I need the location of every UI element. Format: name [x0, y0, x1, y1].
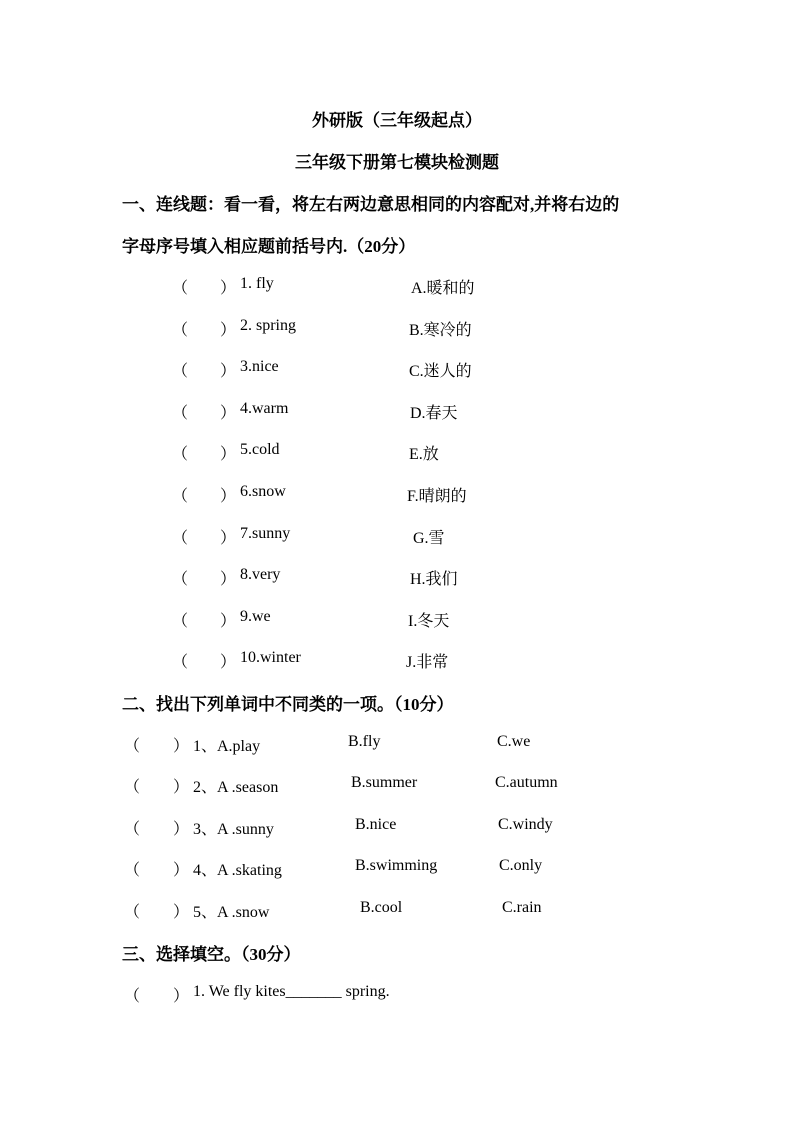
- paren-open: （: [172, 280, 189, 297]
- paren-open: （: [172, 446, 189, 463]
- match-row: [0, 317, 794, 337]
- option-c: C.rain: [502, 899, 542, 916]
- option-b: B.cool: [360, 899, 403, 916]
- match-row: [0, 400, 794, 420]
- match-row: [0, 525, 794, 545]
- fill-blank-row: [0, 983, 794, 1003]
- option-a: 5、A .snow: [193, 904, 270, 921]
- match-right-item: G.雪: [413, 530, 445, 547]
- odd-one-out-row: [0, 857, 794, 877]
- option-b: B.fly: [348, 733, 381, 750]
- section2-heading: 二、找出下列单词中不同类的一项。（10分）: [122, 695, 454, 714]
- paren-close: ）: [220, 613, 237, 630]
- option-b: B.summer: [351, 774, 418, 791]
- match-left-item: 9.we: [240, 608, 271, 625]
- paren-close: ）: [220, 363, 237, 380]
- paren-close: ）: [220, 405, 237, 422]
- paren-open: （: [124, 862, 141, 879]
- paren-open: （: [172, 654, 189, 671]
- option-a: 4、A .skating: [193, 862, 282, 879]
- paren-close: ）: [173, 738, 190, 755]
- paren-close: ）: [173, 904, 190, 921]
- match-left-item: 6.snow: [240, 483, 286, 500]
- title-test: 三年级下册第七模块检测题: [295, 153, 499, 172]
- paren-close: ）: [220, 571, 237, 588]
- match-left-item: 7.sunny: [240, 525, 291, 542]
- match-right-item: H.我们: [410, 571, 458, 588]
- option-a: 1、A.play: [193, 738, 261, 755]
- option-c: C.only: [499, 857, 543, 874]
- match-right-item: D.春天: [410, 405, 458, 422]
- odd-one-out-row: [0, 816, 794, 836]
- match-row: [0, 566, 794, 586]
- paren-close: ）: [173, 988, 190, 1005]
- paren-open: （: [172, 405, 189, 422]
- paren-open: （: [172, 322, 189, 339]
- question-text: 1. We fly kites_______ spring.: [193, 983, 390, 1000]
- paren-open: （: [124, 988, 141, 1005]
- match-row: [0, 483, 794, 503]
- paren-open: （: [172, 571, 189, 588]
- section3-heading: 三、选择填空。（30分）: [122, 945, 301, 964]
- match-left-item: 10.winter: [240, 649, 301, 666]
- match-right-item: A.暖和的: [411, 280, 475, 297]
- paren-open: （: [172, 488, 189, 505]
- title-publisher: 外研版（三年级起点）: [312, 111, 482, 130]
- paren-open: （: [172, 613, 189, 630]
- option-c: C.we: [497, 733, 531, 750]
- match-left-item: 8.very: [240, 566, 281, 583]
- option-a: 3、A .sunny: [193, 821, 274, 838]
- match-right-item: F.晴朗的: [407, 488, 467, 505]
- odd-one-out-row: [0, 733, 794, 753]
- paren-open: （: [124, 738, 141, 755]
- paren-open: （: [172, 530, 189, 547]
- paren-open: （: [124, 904, 141, 921]
- match-right-item: E.放: [409, 446, 439, 463]
- match-right-item: B.寒冷的: [409, 322, 472, 339]
- match-row: [0, 608, 794, 628]
- option-c: C.windy: [498, 816, 553, 833]
- match-left-item: 3.nice: [240, 358, 279, 375]
- match-row: [0, 358, 794, 378]
- paren-close: ）: [220, 280, 237, 297]
- section1-heading-line1: 一、连线题：看一看，将左右两边意思相同的内容配对,并将右边的: [122, 195, 620, 214]
- paren-close: ）: [173, 862, 190, 879]
- match-left-item: 1. fly: [240, 275, 274, 292]
- match-row: [0, 275, 794, 295]
- paren-open: （: [124, 779, 141, 796]
- match-row: [0, 649, 794, 669]
- odd-one-out-row: [0, 899, 794, 919]
- match-right-item: C.迷人的: [409, 363, 472, 380]
- option-c: C.autumn: [495, 774, 558, 791]
- paren-close: ）: [173, 779, 190, 796]
- paren-close: ）: [220, 322, 237, 339]
- paren-close: ）: [220, 654, 237, 671]
- match-left-item: 5.cold: [240, 441, 280, 458]
- match-left-item: 2. spring: [240, 317, 296, 334]
- match-right-item: J.非常: [406, 654, 449, 671]
- paren-close: ）: [220, 488, 237, 505]
- section1-heading-line2: 字母序号填入相应题前括号内.（20分）: [122, 237, 416, 256]
- match-row: [0, 441, 794, 461]
- match-right-item: I.冬天: [408, 613, 450, 630]
- paren-close: ）: [220, 446, 237, 463]
- match-left-item: 4.warm: [240, 400, 289, 417]
- paren-open: （: [124, 821, 141, 838]
- odd-one-out-row: [0, 774, 794, 794]
- option-b: B.nice: [355, 816, 397, 833]
- paren-open: （: [172, 363, 189, 380]
- option-a: 2、A .season: [193, 779, 279, 796]
- paren-close: ）: [173, 821, 190, 838]
- option-b: B.swimming: [355, 857, 438, 874]
- paren-close: ）: [220, 530, 237, 547]
